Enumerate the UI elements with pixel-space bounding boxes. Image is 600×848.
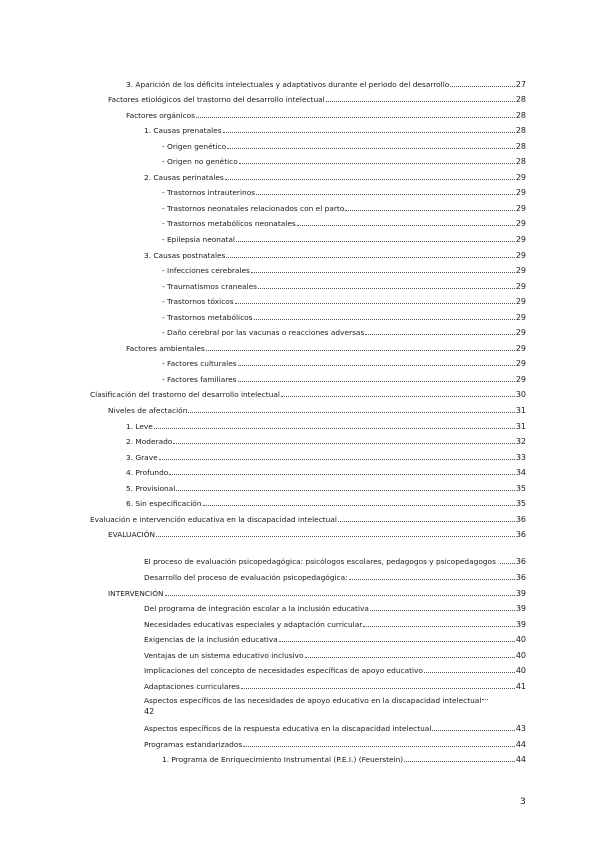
toc-entry-title: EVALUACIÓN — [108, 530, 156, 540]
dot-leader — [297, 225, 515, 226]
toc-entry-title: 6. Sin especificación — [126, 499, 202, 509]
dot-leader — [500, 563, 515, 564]
toc-entry-title: 4. Profundo — [126, 468, 169, 478]
toc-entry-page: 44 — [515, 755, 526, 765]
toc-entry-page: 31 — [515, 421, 526, 431]
dot-leader — [365, 334, 515, 335]
toc-entry[interactable] — [0, 645, 600, 661]
dot-leader — [279, 641, 515, 642]
toc-entry-title: Adaptaciones curriculares — [144, 681, 240, 691]
dot-leader — [238, 381, 515, 382]
toc-entry[interactable] — [0, 292, 600, 308]
toc-entry-page: 35 — [515, 483, 526, 493]
toc-entry[interactable] — [0, 105, 600, 121]
toc-entry-title: Aspectos específicos de las necesidades de apoyo educativo en la discapacidad intelectual — [144, 695, 482, 705]
toc-entry-page: 31 — [515, 406, 526, 416]
toc-entry-page: 29 — [515, 343, 526, 353]
toc-entry[interactable] — [0, 432, 600, 448]
toc-entry[interactable] — [0, 323, 600, 339]
toc-entry-page: 40 — [515, 666, 526, 676]
toc-entry[interactable] — [0, 338, 600, 354]
toc-entry[interactable] — [0, 463, 600, 479]
toc-entry[interactable] — [0, 152, 600, 168]
toc-entry-title: - Trastornos metabólicos — [162, 312, 253, 322]
dot-leader — [165, 595, 515, 596]
toc-entry[interactable] — [0, 525, 600, 541]
toc-entry[interactable] — [0, 90, 600, 106]
toc-entry-page: 28 — [515, 157, 526, 167]
toc-entry-title: - Origen genético — [162, 141, 227, 151]
toc-entry-page: 32 — [515, 437, 526, 447]
dot-leader — [176, 490, 515, 491]
toc-entry-page: 29 — [515, 188, 526, 198]
toc-entry-title: 3. Causas postnatales — [144, 250, 226, 260]
dot-leader — [235, 303, 515, 304]
toc-entry-title: 1. Leve — [126, 421, 153, 431]
dot-leader — [226, 257, 514, 258]
toc-entry-page: 29 — [515, 219, 526, 229]
toc-entry-title: - Factores culturales — [162, 359, 237, 369]
toc-entry-title: 2. Causas perinatales — [144, 172, 224, 182]
toc-entry-title: Factores etiológicos del trastorno del desarrollo intelectual — [108, 95, 325, 105]
dot-leader — [338, 521, 515, 522]
toc-entry-title: Del programa de integración escolar a la inclusión educativa — [144, 604, 369, 614]
toc-entry-title: El proceso de evaluación psicopedagógica: psicólogos escolares, pedagogos y psicopedagogos — [144, 556, 496, 566]
dot-leader — [159, 459, 515, 460]
toc-entry-page: 29 — [515, 359, 526, 369]
dot-leader — [225, 179, 515, 180]
toc-entry-title: 1. Programa de Enriquecimiento Instrumental (P.E.I.) (Feuerstein) — [162, 755, 404, 765]
dot-leader — [251, 272, 515, 273]
toc-entry[interactable] — [0, 229, 600, 245]
toc-entry-page: 40 — [515, 635, 526, 645]
toc-entry[interactable] — [0, 630, 600, 646]
dot-leader — [156, 536, 515, 537]
dot-leader — [227, 148, 515, 149]
dot-leader — [326, 101, 515, 102]
toc-entry[interactable] — [0, 245, 600, 261]
toc-entry-page: 43 — [515, 724, 526, 734]
toc-entry[interactable] — [0, 74, 600, 90]
toc-entry[interactable] — [0, 214, 600, 230]
toc-entry[interactable] — [0, 385, 600, 401]
toc-entry[interactable] — [0, 369, 600, 385]
toc-entry-title: Factores orgánicos — [126, 110, 196, 120]
dot-leader — [238, 365, 515, 366]
toc-entry[interactable] — [0, 354, 600, 370]
toc-entry-page: 30 — [515, 390, 526, 400]
toc-entry[interactable] — [0, 719, 600, 735]
toc-entry-page: 27 — [515, 79, 526, 89]
toc-entry-title: Niveles de afectación — [108, 406, 188, 416]
toc-entry[interactable] — [0, 198, 600, 214]
dot-leader — [370, 610, 515, 611]
dot-leader — [154, 428, 515, 429]
toc-entry[interactable] — [0, 183, 600, 199]
dot-leader — [239, 163, 515, 164]
toc-entry-page: 29 — [515, 235, 526, 245]
dot-leader — [363, 626, 515, 627]
toc-entry-page: 29 — [515, 297, 526, 307]
toc-entry-page: 29 — [515, 250, 526, 260]
dot-leader — [305, 657, 515, 658]
toc-entry-title: - Trastornos tóxicos — [162, 297, 234, 307]
toc-entry-page: 29 — [515, 281, 526, 291]
toc-entry-page: 29 — [515, 203, 526, 213]
toc-entry[interactable] — [0, 614, 600, 630]
toc-entry-title: - Origen no genético — [162, 157, 238, 167]
dot-leader — [482, 699, 488, 700]
toc-entry-title: Programas estandarizados — [144, 739, 243, 749]
toc-entry-page: 41 — [515, 681, 526, 691]
toc-entry-title: Necesidades educativas especiales y adaptación curricular — [144, 619, 363, 629]
dot-leader — [196, 117, 515, 118]
toc-entry-title: - Epilepsia neonatal — [162, 235, 235, 245]
dot-leader — [206, 350, 515, 351]
toc-entry[interactable] — [0, 540, 600, 567]
dot-leader — [345, 210, 515, 211]
toc-entry-title: - Traumatismos craneales — [162, 281, 257, 291]
toc-entry-title: Evaluación e intervención educativa en la discapacidad intelectual — [90, 514, 337, 524]
toc-entry-title: Ventajas de un sistema educativo inclusivo — [144, 650, 304, 660]
toc-entry-title: 5. Provisional — [126, 483, 176, 493]
dot-leader — [203, 505, 515, 506]
toc-entry-page: 29 — [515, 312, 526, 322]
toc-entry-page: 39 — [515, 604, 526, 614]
toc-entry-title: - Infecciones cerebrales — [162, 266, 250, 276]
toc-entry-page: 34 — [515, 468, 526, 478]
toc-entry-page: 28 — [515, 95, 526, 105]
toc-entry-title: Exigencias de la inclusión educativa — [144, 635, 278, 645]
toc-entry[interactable] — [0, 661, 600, 677]
toc-entry-title: Aspectos específicos de la respuesta educativa en la discapacidad intelectual — [144, 724, 432, 734]
dot-leader — [424, 672, 515, 673]
toc-entry-title: 1. Causas prenatales — [144, 126, 222, 136]
toc-entry[interactable] — [0, 400, 600, 416]
toc-entry-page: 39 — [515, 619, 526, 629]
toc-entry-title: Desarrollo del proceso de evaluación psicopedagógica: — [144, 572, 348, 582]
toc-entry-page: 42 — [144, 706, 155, 716]
toc-entry-page: 29 — [515, 172, 526, 182]
toc-entry[interactable] — [0, 692, 600, 719]
toc-entry-page: 28 — [515, 141, 526, 151]
toc-entry-title: - Trastornos neonatales relacionados con el parto — [162, 203, 345, 213]
toc-entry-page: 29 — [515, 328, 526, 338]
dot-leader — [450, 86, 515, 87]
toc-entry-page: 36 — [515, 530, 526, 540]
toc-entry[interactable] — [0, 261, 600, 277]
dot-leader — [254, 319, 515, 320]
toc-entry-title: Clasificación del trastorno del desarrollo intelectual — [90, 390, 280, 400]
toc-entry-page: 36 — [515, 572, 526, 582]
dot-leader — [349, 579, 515, 580]
toc-entry[interactable] — [0, 509, 600, 525]
toc-entry[interactable] — [0, 583, 600, 599]
dot-leader — [256, 194, 515, 195]
dot-leader — [173, 443, 514, 444]
toc-entry-title: 2. Moderado — [126, 437, 173, 447]
dot-leader — [188, 412, 514, 413]
toc-entry-title: Factores ambientales — [126, 343, 205, 353]
toc-entry-page: 39 — [515, 588, 526, 598]
toc-entry-page: 28 — [515, 126, 526, 136]
toc-entry[interactable] — [0, 750, 600, 766]
toc-entry-page: 44 — [515, 739, 526, 749]
toc-entry-title: - Trastornos metabólicos neonatales — [162, 219, 296, 229]
dot-leader — [243, 746, 515, 747]
toc-entry-page: 29 — [515, 266, 526, 276]
dot-leader — [404, 761, 515, 762]
toc-entry-page: 36 — [515, 557, 526, 567]
dot-leader — [258, 288, 515, 289]
dot-leader — [432, 730, 514, 731]
toc-entry-page: 33 — [515, 452, 526, 462]
dot-leader — [241, 688, 515, 689]
dot-leader — [236, 241, 515, 242]
toc-entry[interactable] — [0, 447, 600, 463]
toc-entry-title: - Daño cerebral por las vacunas o reacciones adversas — [162, 328, 365, 338]
toc-entry-page: 40 — [515, 650, 526, 660]
toc-entry-page: 36 — [515, 514, 526, 524]
dot-leader — [169, 474, 515, 475]
toc-entry[interactable] — [0, 121, 600, 137]
dot-leader — [281, 396, 515, 397]
dot-leader — [223, 132, 515, 133]
toc-entry-title: - Factores familiares — [162, 374, 237, 384]
toc-entry[interactable] — [0, 136, 600, 152]
toc-entry-page: 35 — [515, 499, 526, 509]
toc-entry[interactable] — [0, 494, 600, 510]
toc-entry[interactable] — [0, 734, 600, 750]
toc-entry[interactable] — [0, 676, 600, 692]
toc-entry-title: 3. Grave — [126, 452, 158, 462]
toc-entry[interactable] — [0, 276, 600, 292]
toc-entry-page: 29 — [515, 374, 526, 384]
toc-entry[interactable] — [0, 599, 600, 615]
toc-entry[interactable] — [0, 567, 600, 583]
toc-entry[interactable] — [0, 307, 600, 323]
toc-entry[interactable] — [0, 416, 600, 432]
toc-entry-title: INTERVENCIÓN — [108, 588, 164, 598]
toc-entry[interactable] — [0, 167, 600, 183]
toc-entry-page: 28 — [515, 110, 526, 120]
toc-entry-title: - Trastornos intrauterinos — [162, 188, 256, 198]
toc-entry-title: 3. Aparición de los déficits intelectuales y adaptativos durante el periodo del desarrollo — [126, 79, 450, 89]
table-of-contents — [0, 74, 600, 765]
toc-entry[interactable] — [0, 478, 600, 494]
toc-entry-title: Implicaciones del concepto de necesidades específicas de apoyo educativo — [144, 666, 423, 676]
page-number: 3 — [520, 797, 526, 807]
